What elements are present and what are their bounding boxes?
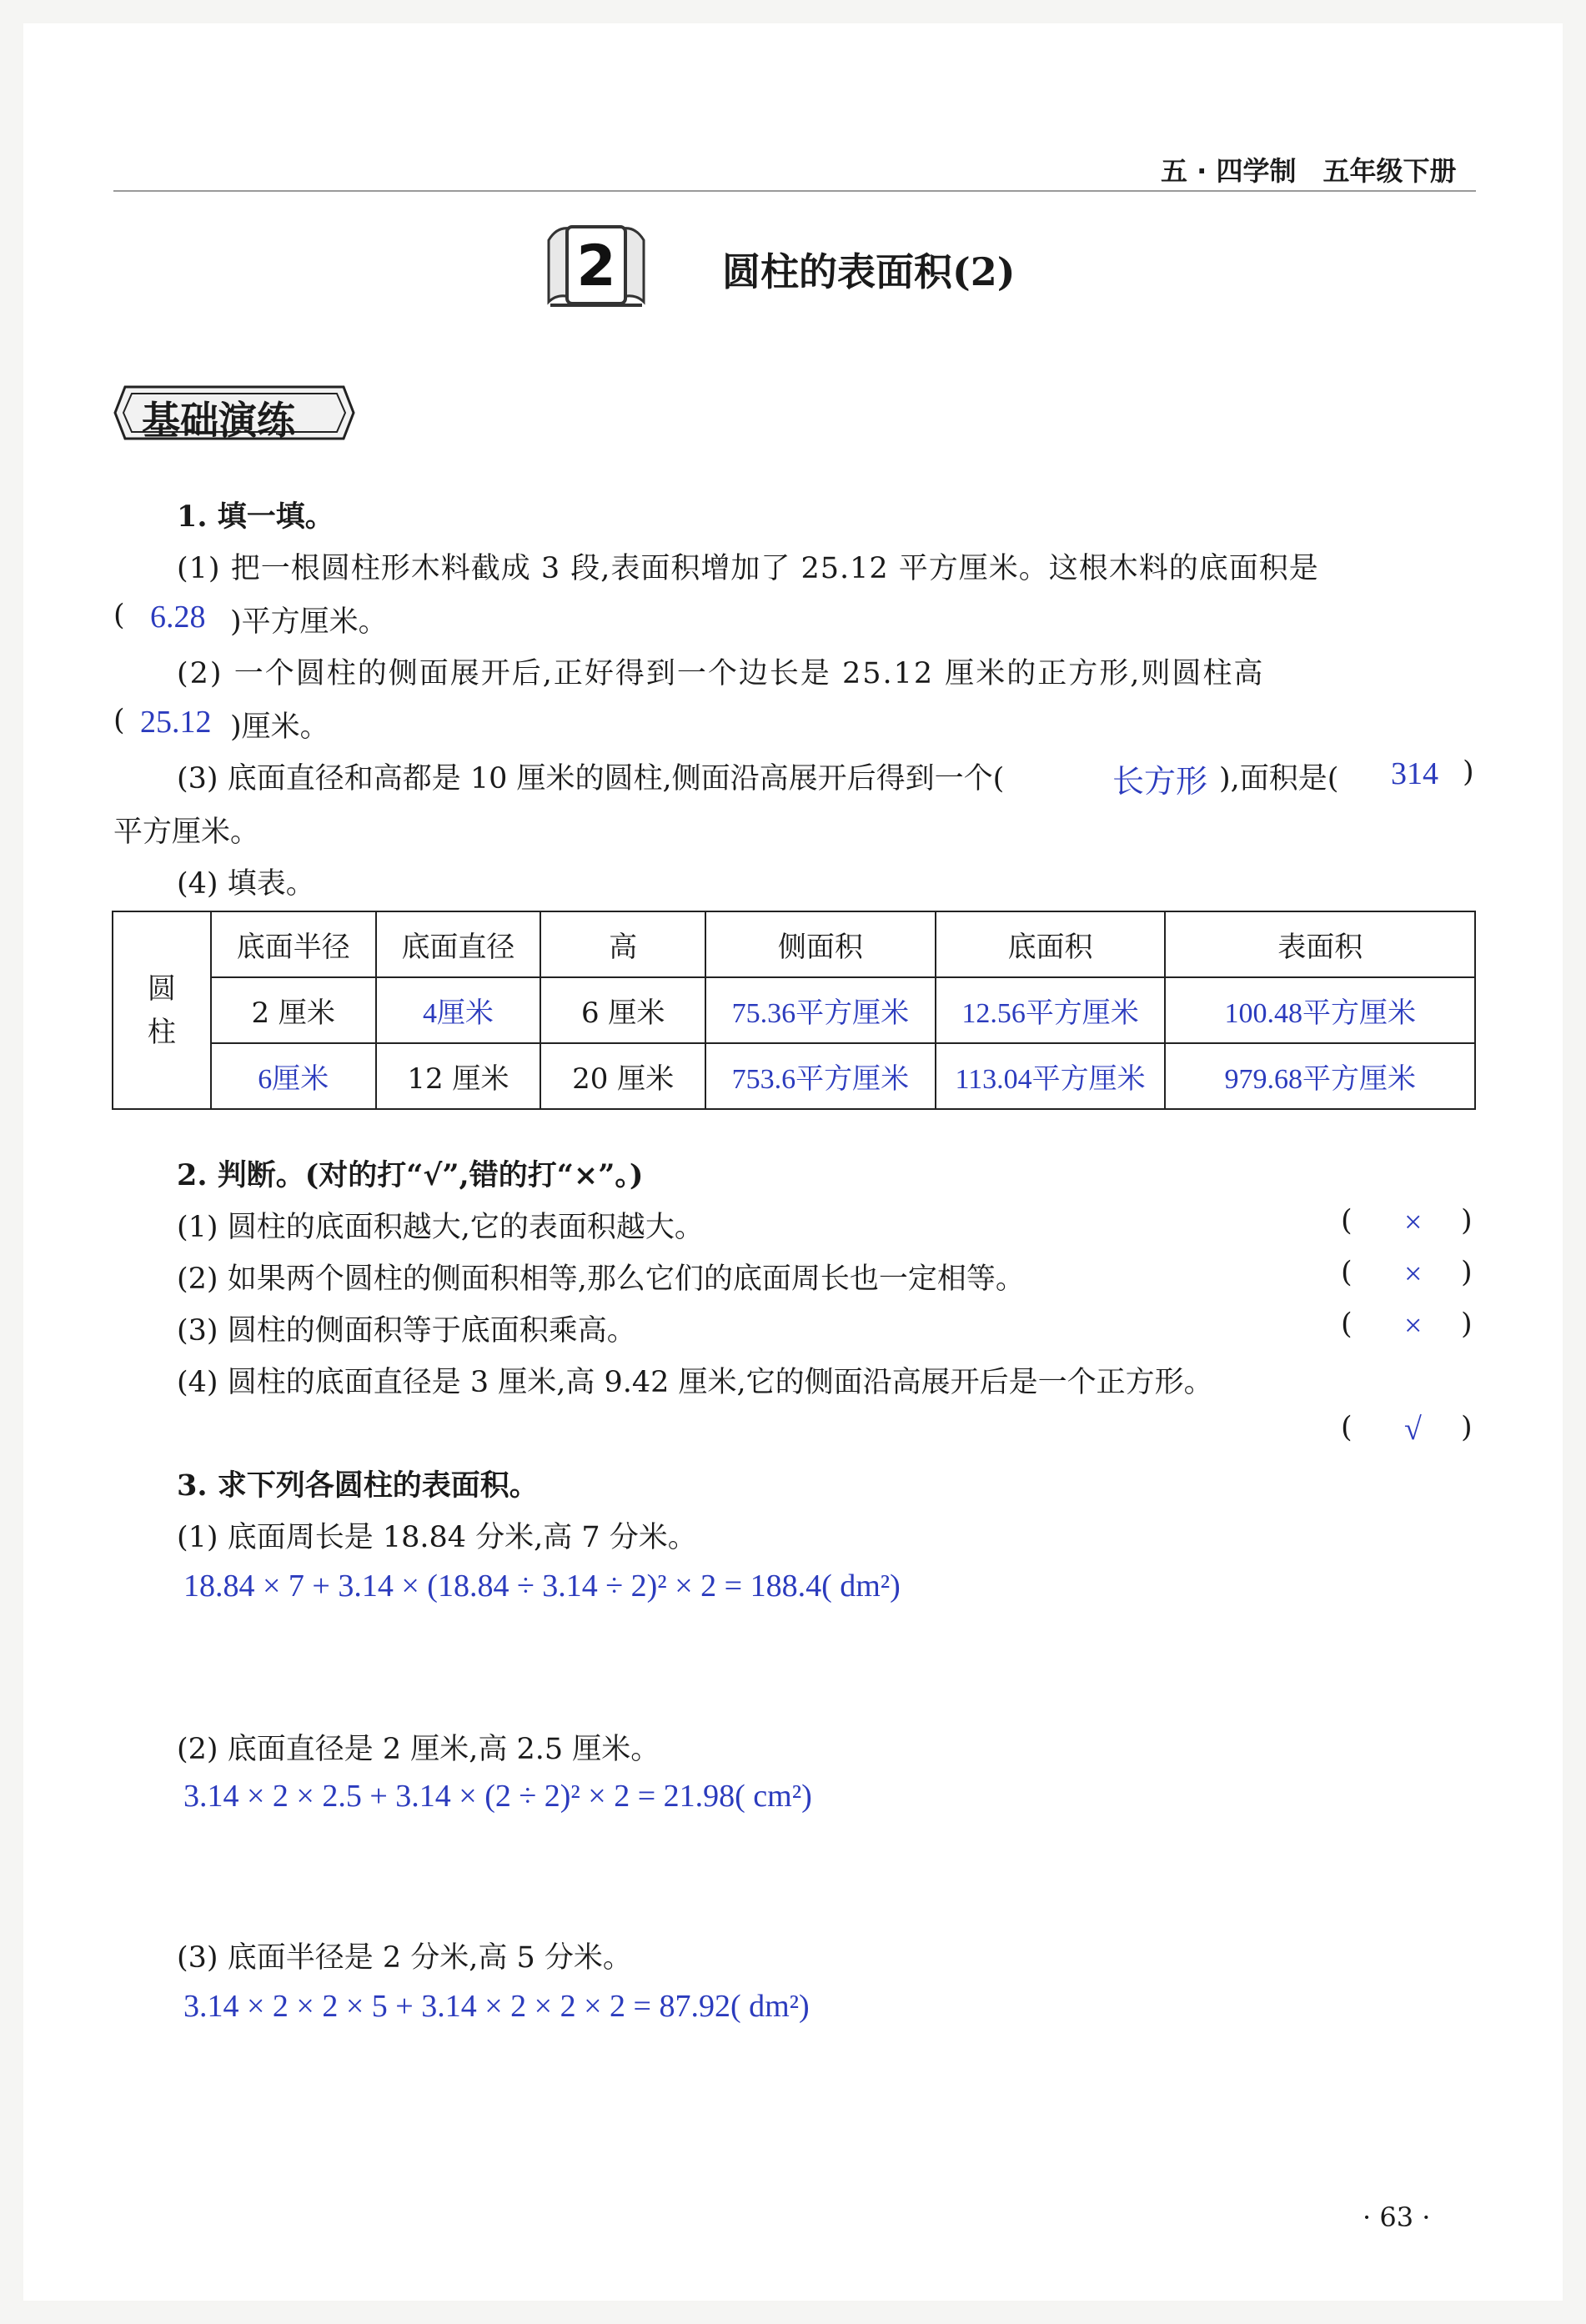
section-title: 基础演练 xyxy=(142,398,295,443)
q2-title: 2. 判断。(对的打“√”,错的打“×”。) xyxy=(177,1158,644,1192)
q2-item-2-open: ( xyxy=(1341,1256,1353,1289)
table-cell-answer: 4厘米 xyxy=(376,977,541,1043)
q3-p3-answer: 3.14 × 2 × 2 × 5 + 3.14 × 2 × 2 × 2 = 87.92( dm²) xyxy=(183,1989,810,2024)
q1-p3-answer-area: 314 xyxy=(1391,756,1438,791)
q2-item-4-open: ( xyxy=(1341,1411,1353,1444)
table-header-cell: 底面直径 xyxy=(376,911,541,977)
lesson-number: 2 xyxy=(576,233,616,299)
table-cell: 6 厘米 xyxy=(540,977,705,1043)
table-cell-answer: 753.6平方厘米 xyxy=(705,1043,936,1109)
table-header-cell: 底面半径 xyxy=(211,911,376,977)
q1-title: 1. 填一填。 xyxy=(177,499,334,534)
q2-item-1-text: (1) 圆柱的底面积越大,它的表面积越大。 xyxy=(177,1211,704,1244)
table-cell-answer: 113.04平方厘米 xyxy=(936,1043,1166,1109)
q2-item-1-open: ( xyxy=(1341,1204,1353,1237)
row-header-char: 圆 xyxy=(147,971,176,1006)
table-cell-answer: 979.68平方厘米 xyxy=(1165,1043,1475,1109)
q3-p1-answer: 18.84 × 7 + 3.14 × (18.84 ÷ 3.14 ÷ 2)² × 2 = 188.4( dm²) xyxy=(183,1569,901,1604)
q1-p3-text: (3) 底面直径和高都是 10 厘米的圆柱,侧面沿高展开后得到一个( xyxy=(177,762,1005,796)
cylinder-table xyxy=(112,911,1476,1110)
table-cell: 12 厘米 xyxy=(376,1043,541,1109)
q2-item-3-text: (3) 圆柱的侧面积等于底面积乘高。 xyxy=(177,1314,636,1348)
table-cell-answer: 12.56平方厘米 xyxy=(936,977,1166,1043)
q1-p3-end: ) xyxy=(1463,755,1474,789)
q3-p1-text: (1) 底面周长是 18.84 分米,高 7 分米。 xyxy=(177,1521,697,1554)
q1-p1-open: ( xyxy=(113,599,125,632)
q1-p4-text: (4) 填表。 xyxy=(177,867,315,901)
q2-item-3-open: ( xyxy=(1341,1308,1353,1341)
row-header-char: 柱 xyxy=(147,1015,176,1049)
table-row xyxy=(113,977,1475,1043)
q2-item-4-answer: √ xyxy=(1404,1412,1422,1447)
q2-item-2-close: ) xyxy=(1461,1256,1473,1289)
table-header-cell: 侧面积 xyxy=(705,911,936,977)
q2-item-2-answer: × xyxy=(1404,1257,1423,1292)
q2-item-4-text: (4) 圆柱的底面直径是 3 厘米,高 9.42 厘米,它的侧面沿高展开后是一个正方形。 xyxy=(177,1366,1213,1399)
lesson-number-badge xyxy=(542,215,650,312)
q3-title: 3. 求下列各圆柱的表面积。 xyxy=(177,1468,539,1503)
q1-p1-text: (1) 把一根圆柱形木料截成 3 段,表面积增加了 25.12 平方厘米。这根木料的底面积是 xyxy=(177,552,1319,585)
table-header-cell: 底面积 xyxy=(936,911,1166,977)
table-cell-answer: 100.48平方厘米 xyxy=(1165,977,1475,1043)
page-number: · 63 · xyxy=(1363,2201,1431,2233)
lesson-title: 圆柱的表面积(2) xyxy=(722,249,1016,294)
table-cell-answer: 6厘米 xyxy=(211,1043,376,1109)
table-row xyxy=(113,1043,1475,1109)
table-cell-answer: 75.36平方厘米 xyxy=(705,977,936,1043)
q1-p3-answer-shape: 长方形 xyxy=(1112,765,1208,800)
table-row-header xyxy=(113,911,211,1109)
q2-item-3-close: ) xyxy=(1461,1308,1473,1341)
table-header-cell: 表面积 xyxy=(1165,911,1475,977)
q2-item-3-answer: × xyxy=(1404,1308,1423,1343)
q3-p3-text: (3) 底面半径是 2 分米,高 5 分米。 xyxy=(177,1941,632,1975)
q3-p2-text: (2) 底面直径是 2 厘米,高 2.5 厘米。 xyxy=(177,1733,660,1766)
q1-p2-open: ( xyxy=(113,704,125,737)
q1-p1-answer: 6.28 xyxy=(150,600,206,635)
table-header-row xyxy=(113,911,1475,977)
q2-item-4-close: ) xyxy=(1461,1411,1473,1444)
q1-p3-mid: ),面积是( xyxy=(1219,762,1339,796)
table-cell: 2 厘米 xyxy=(211,977,376,1043)
q1-p1-close: )平方厘米。 xyxy=(230,605,388,639)
q1-p3-unit: 平方厘米。 xyxy=(113,816,260,849)
q2-item-2-text: (2) 如果两个圆柱的侧面积相等,那么它们的底面周长也一定相等。 xyxy=(177,1262,1025,1296)
book-header: 五 · 四学制 五年级下册 xyxy=(1161,155,1457,187)
q2-item-1-answer: × xyxy=(1404,1205,1423,1240)
header-divider xyxy=(113,190,1476,192)
q1-p2-close: )厘米。 xyxy=(230,710,329,744)
q1-p2-text: (2) 一个圆柱的侧面展开后,正好得到一个边长是 25.12 厘米的正方形,则圆柱高 xyxy=(177,657,1265,690)
q3-p2-answer: 3.14 × 2 × 2.5 + 3.14 × (2 ÷ 2)² × 2 = 21.98( cm²) xyxy=(183,1779,812,1814)
table-header-cell: 高 xyxy=(540,911,705,977)
q1-p2-answer: 25.12 xyxy=(140,705,212,740)
q2-item-1-close: ) xyxy=(1461,1204,1473,1237)
table-cell: 20 厘米 xyxy=(540,1043,705,1109)
